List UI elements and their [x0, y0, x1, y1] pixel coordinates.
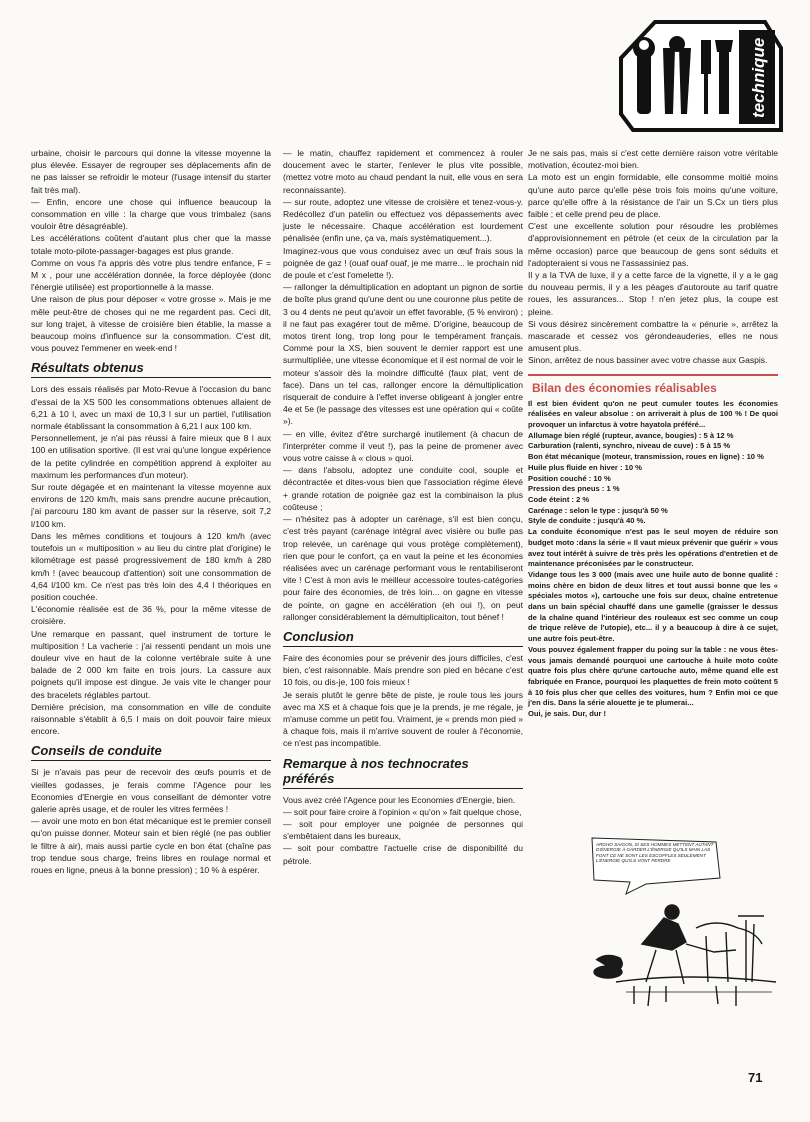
bilan-item: La conduite économique n'est pas le seul moyen de réduire son budget moto :dans la série « Il vaut mieux prévenir que guérir » vous avez tout intérêt à suivre de très près les opérations d'entretien et de maintenance préconisées par le constructeur. — [528, 527, 778, 569]
paragraph: — sur route, adoptez une vitesse de croisière et tenez-vous-y. Redécollez d'un patelin ou effectuez vos dépassements avec juste le nécessaire. Chaque accélération est lourdement pénalisée (enfin une, ça va, mais systématiquement...). — [283, 196, 523, 244]
cartoon-illustration — [586, 832, 786, 1032]
paragraph: Vous avez créé l'Agence pour les Economies d'Energie, bien. — [283, 794, 516, 805]
paragraph: Il y a la TVA de luxe, il y a cette farce de la vignette, il y a le gag du nouveau permis, il y a les péages d'autoroute au tarif quatre roues, les assurances... Stop ! n'en jetez plus, la coupe est pleine. — [528, 270, 778, 317]
paragraph: L'économie réalisée est de 36 %, pour la même vitesse de croisière. — [31, 604, 271, 627]
logo-label: technique — [749, 37, 768, 118]
bilan-item: Allumage bien réglé (rupteur, avance, bougies) : 5 à 12 % — [528, 430, 734, 440]
paragraph: — n'hésitez pas à adopter un carénage, s'il est bien conçu, c'est très payant (carénage intégral avec visière ou bulle pas trop relevée, un carénage qui vous protège complètement), rien que pour le confort, ça en vaut la peine et les économies réalisées avec un carénage performant vous le rentabiliseront vite ! C'est à mon avis le meilleur accessoire toutes-catégories pour faire des économies, de très loin... on gagne en vitesse de pointe, on gagne en accélération (eh oui !), on peut rallonger considérablement la démultiplicaiton, tout bénef ! — [283, 514, 523, 622]
paragraph: — rallonger la démultiplication en adoptant un pignon de sortie de boîte plus grand qu'une dent ou une couronne plus petite de 3 ou 4 dents ne peut qu'avoir un effet favorable, (5 % environ) ; il ne faut pas exagérer tout de même. D'origine, beaucoup de motos tirent long, trop long pour le tempérament français. Comme pour la XS, bien souvent le dernier rapport est une surmultipliée, une vitesse économique et il est normal de voir le moteur s'assoir dès la moindre difficulté (faux plat, vent de face). Dans un tel cas, rallonger encore la démultiplication risquerait de conduire à l'effet inverse obligeant à jongler entre 4e et 5e (le passage des vitesses est une opération qui « coûte »). — [283, 282, 523, 427]
paragraph: Une raison de plus pour déposer « votre grosse ». Mais je me mêle peut-être de choses qui ne me regardent pas. Ceci dit, sur long trajet, à vitesse de croisière bien établie, la masse a beaucoup moins d'influence sur la consommation. C'est dit, vous pouvez l'emmener en week-end ! — [31, 294, 271, 354]
heading-conclusion: Conclusion — [283, 629, 523, 647]
paragraph: — soit pour employer une poignée de personnes qui s'embêtaient dans les bureaux, — [283, 818, 523, 842]
paragraph: — dans l'absolu, adoptez une conduite cool, souple et décontractée et dites-vous bien que l'association régime élevé + grande rotation de poignée gaz est la combinaison la plus coûteuse ; — [283, 465, 523, 512]
bilan-item: Bon état mécanique (moteur, transmission, roues en ligne) : 10 % — [528, 452, 764, 462]
bilan-item: Position couché : 10 % — [528, 473, 611, 483]
column-right — [528, 147, 778, 720]
paragraph: — Enfin, encore une chose qui influence beaucoup la consommation en ville : la charge que vous trimbalez (sans vouloir être désagréable). — [31, 196, 271, 232]
bilan-item: Code éteint : 2 % — [528, 494, 590, 504]
cartoon-caption: ARGHO SAIGON, SI SES HOMMES METTENT AUTANT D'ÉNERGIE À GARDER L'ÉNERGIE QU'ILS MAIN LAS FONT CE NE SONT LES ESCOFFLES SEULEMENT L'ÉNERGIE QU'ILS VONT PERDRE — [596, 842, 714, 864]
heading-remarque: Remarque à nos technocrates préférés — [283, 756, 523, 789]
paragraph: Une remarque en passant, quel instrument de torture le multiposition ! La vacherie : j'ai ressenti pendant un mois une douleur vive en haut de la colonne vertébrale suite à une balade de 2 000 km faite en trois jours. La cassure aux poignets qu'il impose est dingue. Je vais vite le changer pour des bracelets réglables partout. — [31, 628, 271, 700]
bilan-item: Vous pouvez également frapper du poing sur la table : ne vous êtes-vous jamais demandé pourquoi une cartouche à huile moto coûte quatre fois plus chère qu'une cartouche auto, même quand elle est fabriquée en France, pourquoi les plaquettes de frein moto coûtent 5 à 10 fois plus cher que celles des voitures, hum ? Enfin moi ce que j'en dis. Dans la série alouette je te plumerai... — [528, 644, 778, 708]
motorcycle-rider-drawing — [594, 905, 776, 1006]
technique-logo — [615, 18, 785, 138]
paragraph: Je ne sais pas, mais si c'est cette dernière raison votre véritable motivation, écoutez-moi bien. — [528, 148, 778, 171]
bilan-item: Carburation (ralenti, synchro, niveau de cuve) : 5 à 15 % — [528, 441, 731, 451]
bilan-item: Il est bien évident qu'on ne peut cumuler toutes les économies réalisées en valeur absolue : on arriverait à plus de 100 % ! De quoi provoquer un infarctus à votre hayatola préféré... — [528, 398, 778, 430]
page-number: 71 — [748, 1070, 763, 1085]
column-left — [31, 147, 271, 876]
paragraph: Sur route dégagée et en maintenant la vitesse moyenne aux environs de 120 km/h, mais sans prendre aucune précaution, j'ai parcouru 180 km avant de passer sur la réserve, soit 7,2 l/100 km. — [31, 482, 271, 529]
bilan-title: Bilan des économies réalisables — [532, 380, 717, 395]
paragraph: — en ville, évitez d'être surchargé inutilement (à chacun de l'interpréter comme il veut !), pas la peine de promener avec vous votre caisse à « clous » quoi. — [283, 428, 523, 464]
paragraph: La moto est un engin formidable, elle consomme moitié moins qu'une auto parce qu'elle pèse trois fois moins qu'une voiture, parce qu'elle offre à la résistance de l'air un S.Cx un tiers plus faible ; et celle prend peu de place. — [528, 172, 778, 220]
paragraph: — avoir une moto en bon état mécanique est le premier conseil qu'on puisse donner. Moteur sain et bien réglé (ne pas oublier le filtre à air), mais aussi partie cycle en bon état (chaîne pas trop tendue sous charge, freins libres en roulage normal et roues en ligne, pneus à la bonne pression) ; 10 % à espérer. — [31, 816, 271, 875]
bilan-item: Huile plus fluide en hiver : 10 % — [528, 462, 642, 472]
paragraph: Les accélérations coûtent d'autant plus cher que la masse totale moto-pilote-passager-bagages est plus grande. — [31, 233, 271, 256]
heading-resultats: Résultats obtenus — [31, 360, 271, 378]
paragraph: Si vous désirez sincèrement combattre la « pénurie », arrêtez la mascarade et cessez vos gérondeauderies, elles ne nous amusent plus. — [528, 318, 778, 354]
paragraph: Faire des économies pour se prévenir des jours difficiles, c'est bien, c'est raisonnable. Mais prendre son pied en bécane c'est 10 fois, ou dis-je, 100 fois mieux ! — [283, 652, 523, 688]
paragraph: C'est une excellente solution pour résoudre les problèmes d'approvisionnement en pétrole (et ceux de la circulation par la même occasion) parce que beaucoup de gens sont séduits et l'adopteraient si vous ne l'assassiniez pas. — [528, 221, 778, 268]
paragraph: Comme on vous l'a appris dès votre plus tendre enfance, F = M x , pour une accélération donnée, la force déployée (donc l'énergie utilisée) est proportionnelle à la masse. — [31, 257, 271, 293]
bilan-item: Carénage : selon le type : jusqu'à 50 % — [528, 505, 668, 515]
heading-conseils: Conseils de conduite — [31, 743, 271, 761]
paragraph: — le matin, chauffez rapidement et commencez à rouler doucement avec le starter, l'enlever le plus vite possible, (mettez votre moto au chaud pendant la nuit, elle vous en sera reconnaissante). — [283, 148, 523, 195]
column-middle — [283, 147, 523, 867]
paragraph: Si je n'avais pas peur de recevoir des œufs pourris et de vieilles godasses, je ferais comme l'Agence pour les Economies d'Energie en vous conseillant de démonter votre galerie après usage, et de rouler les vitres fermées ! — [31, 767, 271, 814]
paragraph: Je serais plutôt le genre bête de piste, je roule tous les jours avec ma XS et à chaque fois que je la prends, je me régale, je m'amuse comme un petit fou. Vraiment, je « prends mon pied » à chaque fois, mais il m'arrive souvent de rouler à l'économie, ce n'est pas incompatible. — [283, 689, 523, 749]
paragraph: urbaine, choisir le parcours qui donne la vitesse moyenne la plus élevée. Essayer de regrouper ses déplacements afin de ne pas laisser se refroidir le moteur (l'usage intensif du starter fait très mal). — [31, 148, 271, 195]
paragraph: — soit pour combattre l'actuelle crise de disponibilité du pétrole. — [283, 843, 523, 866]
paragraph: Personnellement, je n'ai pas réussi à faire mieux que 8 l aux 100 en utilisation sportive. (Il est vrai qu'une longue expérience de la petite cylindrée en compétition apprend à exploiter au maximum les performances d'un moteur). — [31, 433, 271, 480]
paragraph: Imaginez-vous que vous conduisez avec un œuf frais sous la poignée de gaz ! (ouaf ouaf ouaf, je me marre... le prochain nid de poule et c'est l'omelette !). — [283, 245, 523, 281]
paragraph: Sinon, arrêtez de nous bassiner avec votre chasse aux Gaspis. — [528, 355, 768, 366]
paragraph: Dans les mêmes conditions et toujours à 120 km/h (avec toutefois un « multiposition » au lieu du cintre plat d'origine) le kilométrage est passé progressivement de 180 km/h à 280 km/h ! (avec beaucoup d'attention) soit une consommation de 4,64 l/100 km. Ce n'est pas très loin des 4,4 l théoriques en position couchée. — [31, 530, 271, 602]
bilan-item: Oui, je sais. Dur, dur ! — [528, 709, 607, 719]
bilan-item: Style de conduite : jusqu'à 40 %. — [528, 516, 646, 526]
paragraph: Lors des essais réalisés par Moto-Revue à l'occasion du banc d'essai de la XS 500 les consommations obtenues allaient de 6,21 à 10 l, avec un maxi de 10,3 l sur un partiel, l'utilisation normale établissant la consommation à 6,21 l aux 100 km. — [31, 384, 271, 432]
paragraph: — soit pour faire croire à l'opinion « qu'on » fait quelque chose, — [283, 806, 522, 817]
paragraph: Dernière précision, ma consommation en ville de conduite raisonnable s'établit à 6,5 l mais on doit pouvoir faire mieux encore. — [31, 701, 271, 737]
bilan-box — [528, 374, 778, 720]
bilan-item: Pression des pneus : 1 % — [528, 484, 620, 494]
bilan-item: Vidange tous les 3 000 (mais avec une huile auto de bonne qualité : moins chère en bidon de deux litres et tout aussi bonne que les « spéciales motos »), cartouche une fois sur deux, chaîne entretenue dans un bain spécial chauffé dans une gamelle (graisser le dessus de la chaîne quand l'intérieur des rouleaux est sec comme un coup de trique relève de l'utopie), etc... il y a beaucoup à dire à ce sujet, une autre fois peut-être. — [528, 569, 778, 644]
